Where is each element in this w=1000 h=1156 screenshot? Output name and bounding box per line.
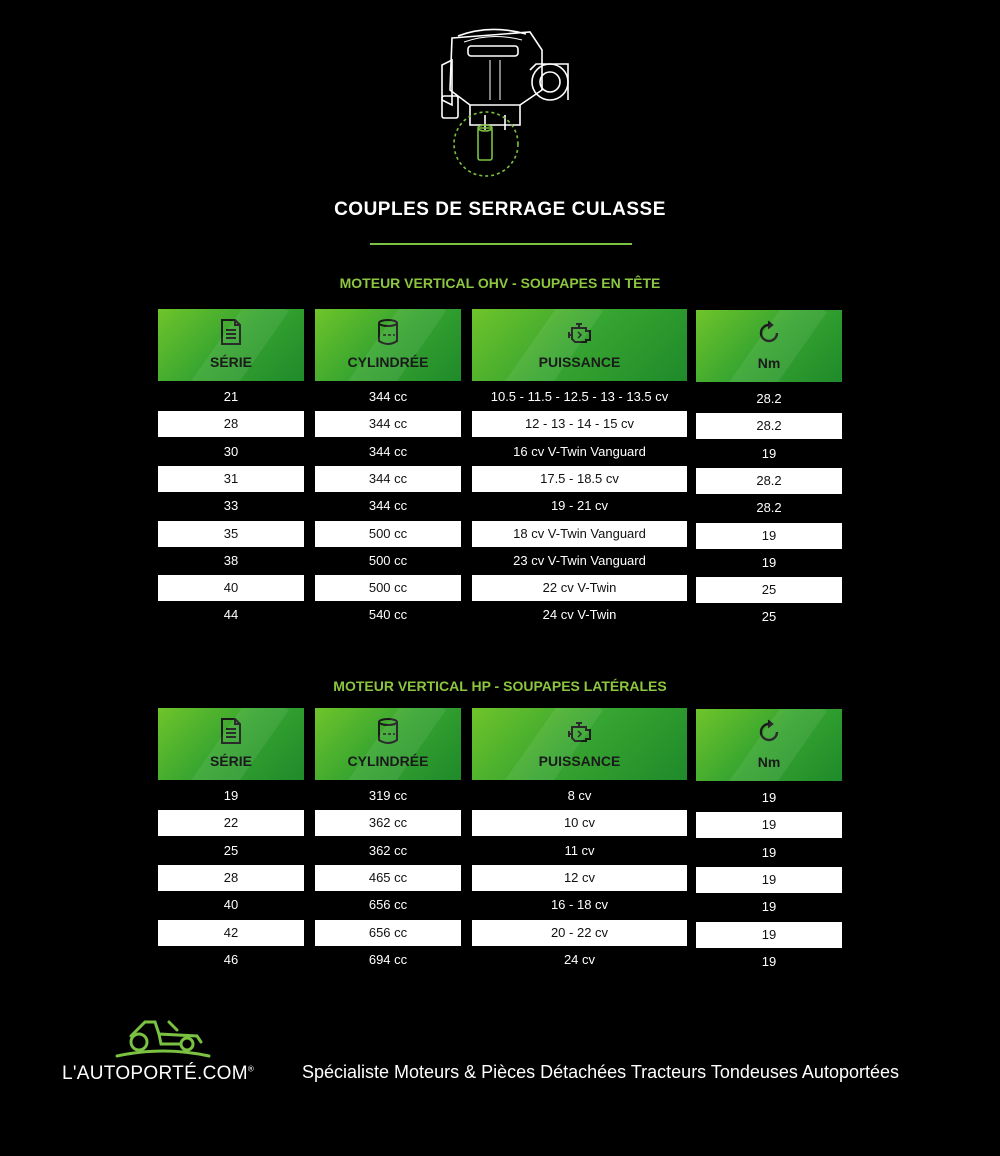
cell-serie: 30: [223, 443, 239, 459]
registered-mark: ®: [247, 1064, 255, 1074]
header-label-puissance: PUISSANCE: [538, 354, 621, 370]
cell-nm: 28.2: [756, 500, 782, 516]
cell-serie: 19: [223, 788, 239, 803]
cell-nm: 25: [696, 577, 842, 603]
header-label-nm: Nm: [757, 754, 781, 770]
cell-cylindree: 344 cc: [368, 443, 408, 459]
header-nm: [696, 709, 842, 781]
cell-puissance: 11 cv: [564, 842, 595, 858]
cell-puissance: 8 cv: [567, 788, 592, 803]
cell-serie: 25: [223, 842, 239, 858]
cell-serie: 28: [158, 411, 304, 437]
header-cylindree: [315, 708, 461, 780]
cell-puissance: 16 - 18 cv: [550, 897, 609, 913]
cell-cylindree: 656 cc: [368, 897, 408, 913]
cell-puissance: 24 cv V-Twin: [542, 607, 617, 623]
cell-puissance: 18 cv V-Twin Vanguard: [472, 521, 687, 547]
cell-cylindree: 344 cc: [368, 498, 408, 514]
title-divider: [370, 243, 632, 245]
cell-puissance: 24 cv: [563, 951, 596, 967]
cell-cylindree: 656 cc: [315, 920, 461, 946]
header-label-puissance: PUISSANCE: [538, 753, 621, 769]
cell-nm: 19: [761, 445, 777, 461]
cell-cylindree: 344 cc: [315, 411, 461, 437]
cell-puissance: 12 cv: [472, 865, 687, 891]
cell-cylindree: 465 cc: [315, 865, 461, 891]
page-title: COUPLES DE SERRAGE CULASSE: [334, 199, 666, 220]
rotate-icon: [756, 718, 782, 746]
cell-cylindree: 500 cc: [315, 575, 461, 601]
header-serie: [158, 708, 304, 780]
cell-puissance: 10 cv: [472, 810, 687, 836]
engine-icon: [567, 717, 593, 745]
cell-cylindree: 500 cc: [315, 521, 461, 547]
cell-cylindree: 500 cc: [368, 552, 408, 568]
header-label-serie: SÉRIE: [209, 753, 252, 769]
cell-nm: 19: [696, 523, 842, 549]
cell-puissance: 19 - 21 cv: [550, 498, 609, 514]
cylinder-icon: [375, 717, 401, 745]
engine-icon: [567, 318, 593, 346]
cell-nm: 19: [761, 554, 777, 570]
cell-puissance: 20 - 22 cv: [472, 920, 687, 946]
header-label-cylindree: CYLINDRÉE: [347, 354, 429, 370]
cell-serie: 40: [158, 575, 304, 601]
header-serie: [158, 309, 304, 381]
cell-serie: 31: [158, 466, 304, 492]
cell-serie: 28: [158, 865, 304, 891]
header-label-cylindree: CYLINDRÉE: [347, 753, 429, 769]
header-puissance: [472, 708, 687, 780]
cell-serie: 46: [223, 951, 239, 967]
cell-serie: 21: [223, 389, 239, 404]
header-label-nm: Nm: [757, 355, 781, 371]
cell-serie: 40: [223, 897, 239, 913]
section-title-hp: MOTEUR VERTICAL HP - SOUPAPES LATÉRALES: [333, 678, 667, 694]
engine-illustration: [430, 20, 580, 180]
cell-serie: 22: [158, 810, 304, 836]
cell-nm: 28.2: [696, 413, 842, 439]
cell-serie: 33: [223, 498, 239, 514]
cell-puissance: 12 - 13 - 14 - 15 cv: [472, 411, 687, 437]
header-label-serie: SÉRIE: [209, 354, 252, 370]
tractor-logo: [115, 1016, 211, 1060]
cell-cylindree: 344 cc: [315, 466, 461, 492]
cell-serie: 38: [223, 552, 239, 568]
cell-puissance: 17.5 - 18.5 cv: [472, 466, 687, 492]
cell-nm: 19: [761, 953, 777, 969]
cell-nm: 19: [761, 844, 777, 860]
cell-nm: 25: [761, 609, 777, 625]
cell-nm: 19: [761, 790, 777, 805]
cell-serie: 42: [158, 920, 304, 946]
cell-serie: 44: [223, 607, 239, 623]
cell-puissance: 23 cv V-Twin Vanguard: [513, 552, 646, 568]
header-cylindree: [315, 309, 461, 381]
cell-cylindree: 319 cc: [368, 788, 408, 803]
header-nm: [696, 310, 842, 382]
document-icon: [218, 318, 244, 346]
cell-nm: 19: [696, 922, 842, 948]
brand-name: [62, 1063, 254, 1085]
cell-puissance: 10.5 - 11.5 - 12.5 - 13 - 13.5 cv: [490, 389, 669, 404]
cell-nm: 19: [761, 899, 777, 915]
tagline: Spécialiste Moteurs & Pièces Détachées Tracteurs Tondeuses Autoportées: [302, 1062, 899, 1082]
cell-cylindree: 362 cc: [315, 810, 461, 836]
cell-nm: 19: [696, 812, 842, 838]
cell-cylindree: 362 cc: [368, 842, 408, 858]
cell-nm: 28.2: [696, 468, 842, 494]
cell-nm: 28.2: [756, 391, 782, 406]
header-puissance: [472, 309, 687, 381]
cell-nm: 19: [696, 867, 842, 893]
cell-serie: 35: [158, 521, 304, 547]
brand-text: L'AUTOPORTÉ.COM: [62, 1063, 248, 1084]
cell-cylindree: 540 cc: [368, 607, 408, 623]
cylinder-icon: [375, 318, 401, 346]
document-icon: [218, 717, 244, 745]
cell-puissance: 22 cv V-Twin: [472, 575, 687, 601]
rotate-icon: [756, 319, 782, 347]
cell-cylindree: 344 cc: [368, 389, 408, 404]
cell-cylindree: 694 cc: [368, 951, 408, 967]
cell-puissance: 16 cv V-Twin Vanguard: [513, 443, 646, 459]
section-title-ohv: MOTEUR VERTICAL OHV - SOUPAPES EN TÊTE: [339, 275, 661, 291]
